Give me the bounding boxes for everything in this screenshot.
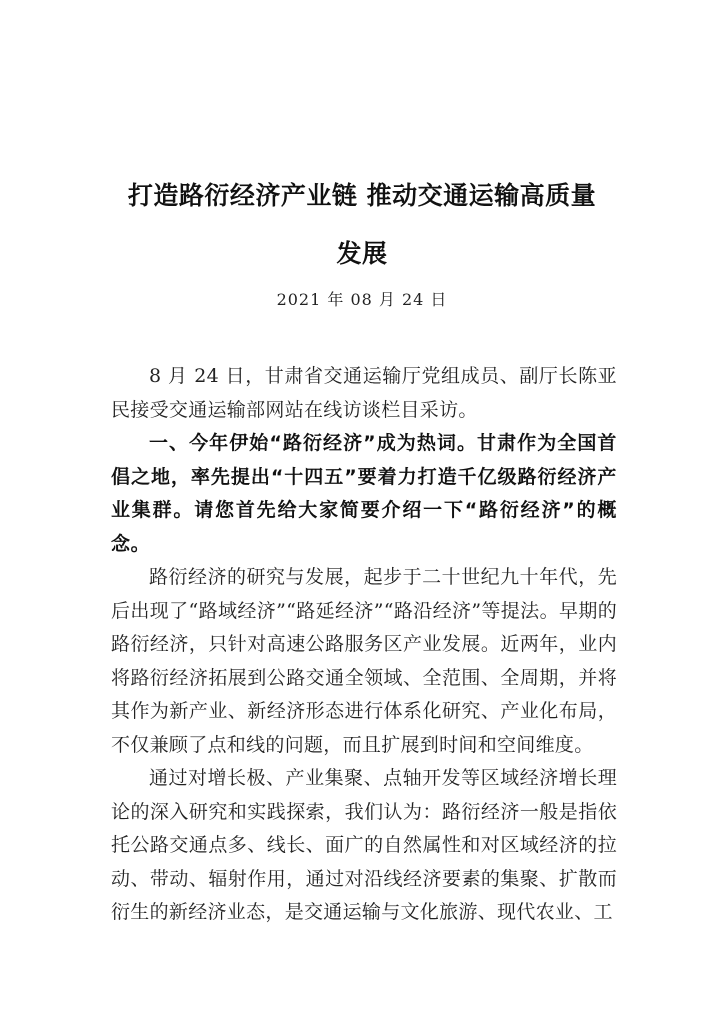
paragraph-answer-2: 通过对增长极、产业集聚、点轴开发等区域经济增长理论的深入研究和实践探索，我们认为：路衍经济一般是指依托公路交通点多、线长、面广的自然属性和对区域经济的拉动、带动、辐射作用，通过对沿线经济要素的集聚、扩散而衍生的新经济业态，是交通运输与文化旅游、现代农业、工 xyxy=(111,767,617,923)
document-date: 2021 年 08 月 24 日 xyxy=(276,290,448,309)
paragraph-answer-1: 路衍经济的研究与发展，起步于二十世纪九十年代，先后出现了“路域经济”“路延经济”“路沿经济”等提法。早期的路衍经济，只针对高速公路服务区产业发展。近两年，业内将路衍经济拓展到公路交通全领域、全范围、全周期，并将其作为新产业、新经济形态进行体系化研究、产业化布局，不仅兼顾了点和线的问题，而且扩展到时间和空间维度。 xyxy=(111,566,617,756)
document-title-line-1: 打造路衍经济产业链 推动交通运输高质量 xyxy=(127,181,597,210)
document-body xyxy=(111,360,617,930)
paragraph-question-1: 一、今年伊始“路衍经济”成为热词。甘肃作为全国首倡之地，率先提出“十四五”要着力打造千亿级路衍经济产业集群。请您首先给大家简要介绍一下“路衍经济”的概念。 xyxy=(111,432,617,555)
paragraph-intro: 8 月 24 日，甘肃省交通运输厅党组成员、副厅长陈亚民接受交通运输部网站在线访谈栏目采访。 xyxy=(111,365,617,421)
document-title-line-2: 发展 xyxy=(336,239,388,268)
